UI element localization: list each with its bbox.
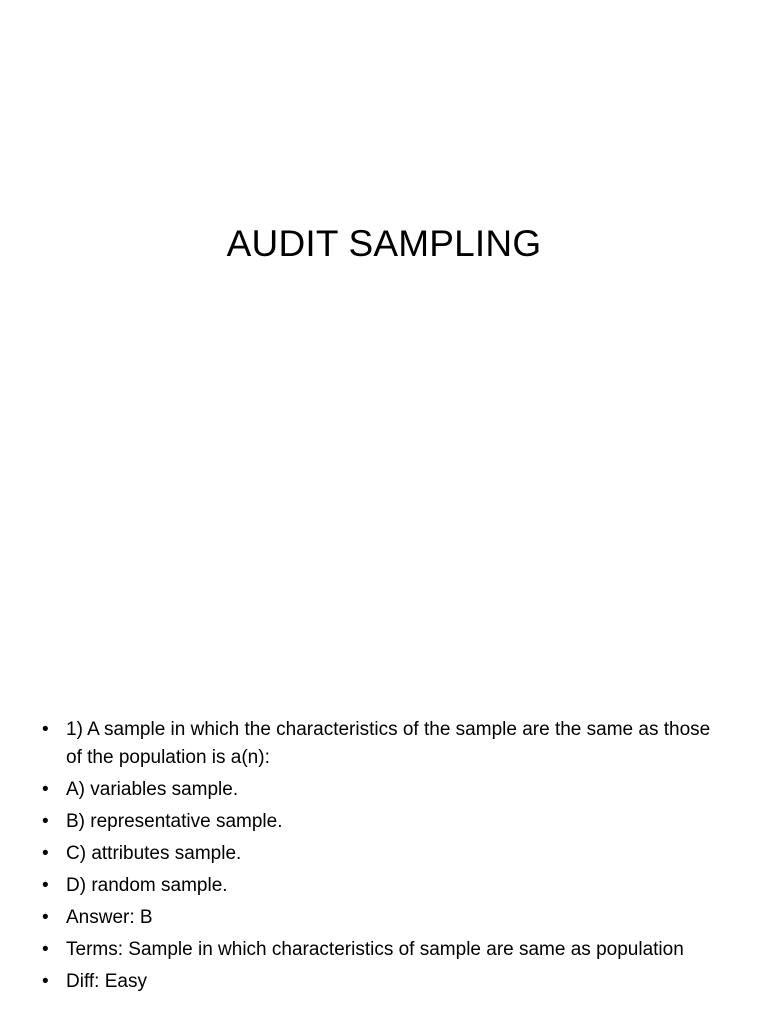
bullet-icon: •: [42, 719, 49, 740]
bullet-list: [40, 716, 730, 1000]
bullet-item-answer: [40, 904, 730, 932]
bullet-icon: •: [42, 875, 49, 896]
bullet-icon: •: [42, 811, 49, 832]
bullet-item-option-d: [40, 872, 730, 900]
bullet-icon: •: [42, 939, 49, 960]
bullet-text: A) variables sample.: [66, 779, 239, 800]
bullet-icon: •: [42, 843, 49, 864]
bullet-item-option-b: [40, 808, 730, 836]
bullet-item-option-a: [40, 776, 730, 804]
bullet-item-option-c: [40, 840, 730, 868]
bullet-item-question: [40, 716, 730, 772]
bullet-text: Diff: Easy: [66, 971, 147, 992]
bullet-text: Terms: Sample in which characteristics of sample are same as population: [66, 939, 684, 960]
bullet-item-terms: [40, 936, 730, 964]
bullet-text: D) random sample.: [66, 875, 228, 896]
bullet-icon: •: [42, 907, 49, 928]
bullet-icon: •: [42, 779, 49, 800]
bullet-text: B) representative sample.: [66, 811, 283, 832]
bullet-text: C) attributes sample.: [66, 843, 242, 864]
bullet-text: 1) A sample in which the characteristics of the sample are the same as those of the population is a(n):: [66, 719, 711, 768]
bullet-item-difficulty: [40, 968, 730, 996]
slide-title: AUDIT SAMPLING: [226, 223, 542, 264]
bullet-icon: •: [42, 971, 49, 992]
bullet-text: Answer: B: [66, 907, 153, 928]
